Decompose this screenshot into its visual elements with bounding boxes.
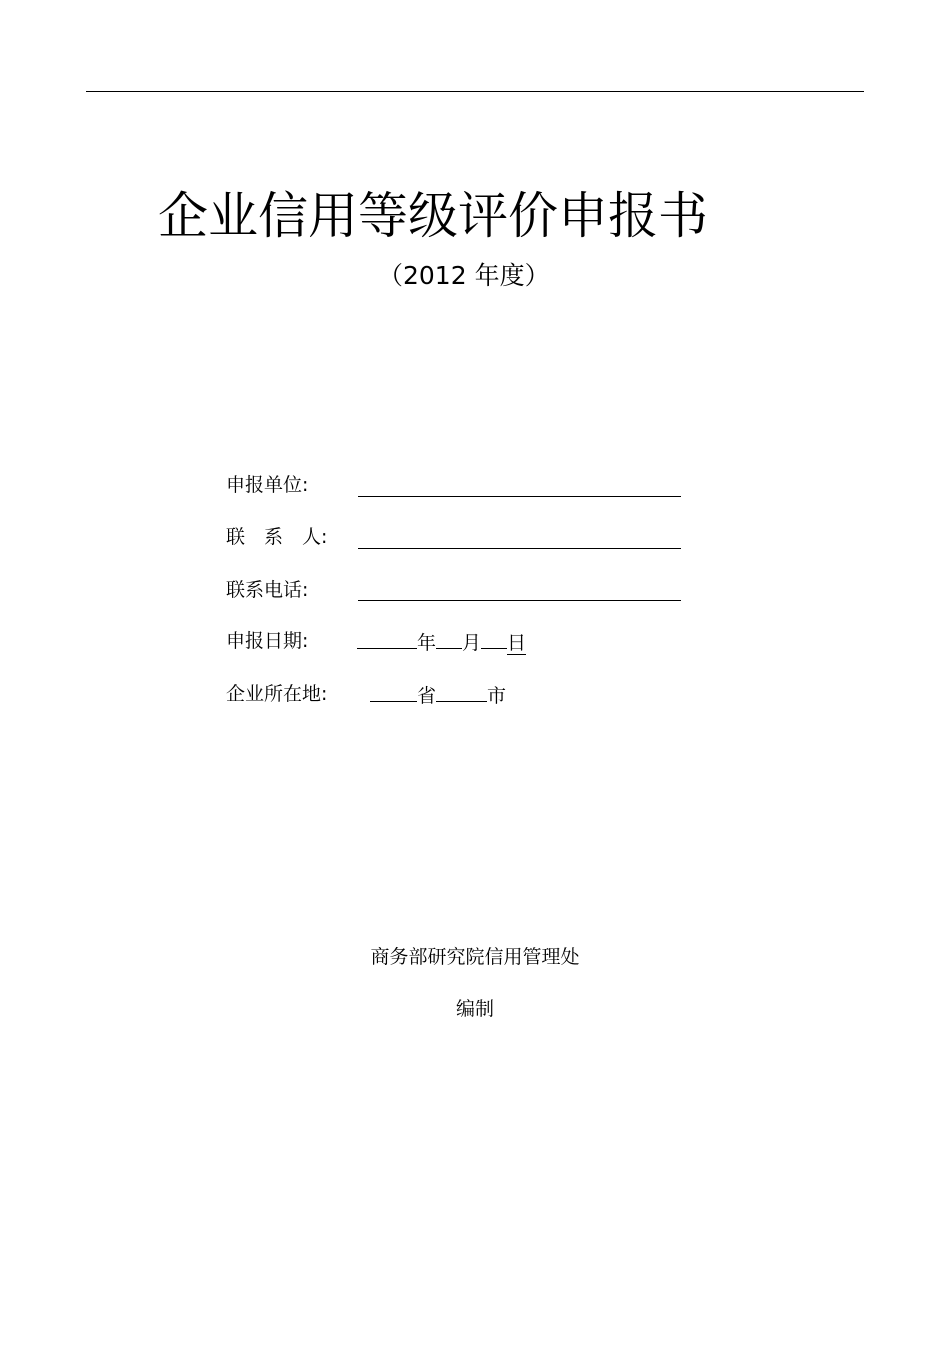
issuer-text: 商务部研究院信用管理处 <box>370 946 580 968</box>
date-fields <box>357 628 526 656</box>
applicant-label: 申报单位: <box>226 474 309 496</box>
date-month-field[interactable] <box>436 628 462 649</box>
location-fields <box>370 681 506 709</box>
date-day-field[interactable] <box>481 628 507 649</box>
applicant-field[interactable] <box>358 496 681 497</box>
compiled-text: 编制 <box>455 998 494 1020</box>
location-province-field[interactable] <box>370 681 417 702</box>
location-label: 企业所在地: <box>226 683 328 705</box>
location-city-field[interactable] <box>436 681 487 702</box>
location-city-unit: 市 <box>487 685 507 707</box>
date-day-unit: 日 <box>507 632 527 654</box>
date-year-unit: 年 <box>417 632 437 654</box>
document-title: 企业信用等级评价申报书 <box>158 187 708 245</box>
header-rule <box>86 91 864 92</box>
phone-field[interactable] <box>358 600 681 601</box>
document-subtitle: （2012 年度） <box>378 261 550 290</box>
contact-label: 联 系 人: <box>226 526 328 548</box>
date-month-unit: 月 <box>462 632 482 654</box>
phone-label: 联系电话: <box>226 579 309 601</box>
contact-field[interactable] <box>358 548 681 549</box>
date-year-field[interactable] <box>357 628 417 649</box>
date-label: 申报日期: <box>226 630 309 652</box>
location-province-unit: 省 <box>417 685 437 707</box>
